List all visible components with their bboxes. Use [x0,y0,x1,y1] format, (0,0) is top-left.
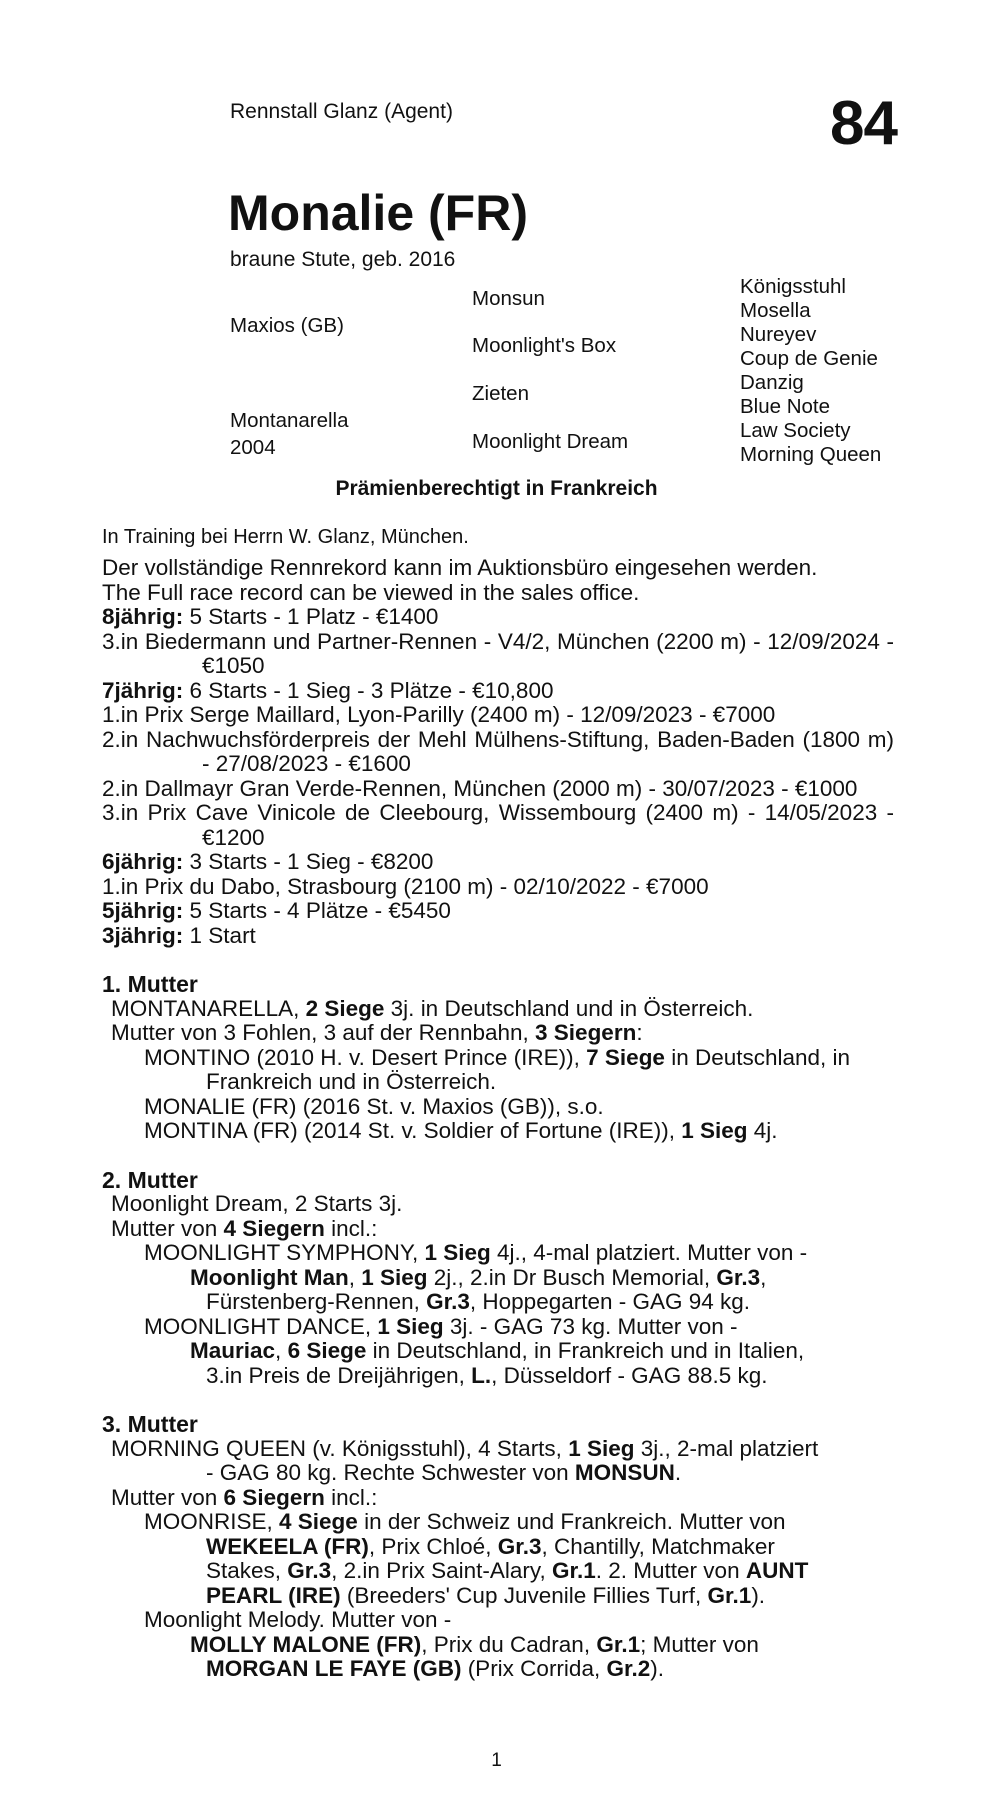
record-note-de: Der vollständige Rennrekord kann im Auktionsbüro eingesehen werden. [102,555,818,580]
race-result: 3.in Biedermann und Partner-Rennen - V4/2, München (2200 m) - 12/09/2024 - €1050 [102,628,894,678]
text-bold: Gr.1 [707,1582,752,1608]
pedigree-sire-dam: Moonlight's Box [472,334,617,357]
dam3-progeny: Moonlight Melody. Mutter von - [144,1607,452,1632]
pedigree-dam: Montanarella [230,409,349,432]
dam2-line: Moonlight Dream, 2 Starts 3j. [111,1191,403,1216]
text: , Prix du Cadran, [421,1631,597,1657]
season-label: 8jährig: [102,604,184,629]
dam1-progeny [102,1046,894,1095]
text: in Deutschland, in Frankreich und in Österreich. [206,1044,851,1094]
season-label: 7jährig: [102,677,184,703]
text: , Prix Chloé, [368,1533,498,1559]
pedigree-gen3-4: Coup de Genie [740,347,878,370]
text-bold: 7 Siege [586,1044,665,1070]
text: . 2. Mutter von [595,1558,746,1583]
text: , Chantilly, Matchmaker [541,1533,775,1559]
pedigree-gen3-5: Danzig [740,371,804,394]
dam1-heading: 1. Mutter [102,971,198,997]
text: - GAG 80 kg. Rechte Schwester von [206,1460,575,1485]
season-5yo [102,899,894,924]
text: MOONLIGHT SYMPHONY, [144,1240,425,1265]
text: , Hoppegarten - GAG 94 kg. [469,1289,751,1314]
text-bold: 2 Siege [305,995,385,1021]
dam3-progeny [102,1559,894,1584]
dam3-progeny [102,1584,894,1609]
text: ; Mutter von [640,1631,759,1657]
season-label: 5jährig: [102,898,184,923]
pedigree-dam-year: 2004 [230,436,276,459]
dam1-progeny [102,1119,894,1144]
text: , [348,1264,362,1290]
season-3yo [102,924,894,949]
text: 3j. - GAG 73 kg. Mutter von - [443,1313,738,1339]
text: Mutter von [111,1484,224,1510]
text-bold: Gr.3 [716,1264,761,1290]
text: 4j. [747,1118,778,1143]
pedigree-sire-sire: Monsun [472,287,545,310]
dam1-line [102,1021,894,1046]
text: 2j., 2.in Dr Busch Memorial, [427,1264,717,1290]
dam3-progeny [102,1657,894,1682]
text-bold: PEARL (IRE) [206,1582,341,1608]
text-bold: L. [471,1362,492,1388]
training-note: In Training bei Herrn W. Glanz, München. [102,526,469,548]
horse-name: Monalie (FR) [228,185,528,241]
season-summary: 3 Starts - 1 Sieg - €8200 [183,849,434,874]
text: Mutter von 3 Fohlen, 3 auf der Rennbahn, [111,1020,536,1045]
text-bold: 6 Siegern [223,1484,325,1510]
text: , [275,1338,288,1363]
text: Stakes, [206,1558,288,1583]
race-result: 1.in Prix Serge Maillard, Lyon-Parilly (2400 m) - 12/09/2023 - €7000 [102,702,776,727]
text: in der Schweiz und Frankreich. Mutter von [357,1509,786,1534]
pedigree-gen3-8: Morning Queen [740,443,882,466]
text: in Deutschland, in Frankreich und in Italien, [366,1338,805,1363]
text: MORNING QUEEN (v. Königsstuhl), 4 Starts, [111,1435,569,1461]
text-bold: Gr.3 [287,1558,332,1583]
pedigree-dam-sire: Zieten [472,382,529,405]
text-bold: MORGAN LE FAYE (GB) [206,1656,462,1681]
text: , Düsseldorf - GAG 88.5 kg. [491,1362,768,1388]
text: 3j. in Deutschland und in Österreich. [384,995,754,1021]
text: Mutter von [111,1215,224,1241]
text: . [674,1460,682,1485]
text: MOONLIGHT DANCE, [144,1313,378,1339]
pedigree-sire: Maxios (GB) [230,314,344,337]
text: 4j., 4-mal platziert. Mutter von - [490,1240,808,1265]
dam2-progeny [102,1339,894,1364]
page-number: 1 [491,1750,502,1771]
season-summary: 1 Start [183,922,256,948]
season-6yo [102,850,894,875]
text-bold: MOLLY MALONE (FR) [190,1631,422,1657]
dam2-progeny [102,1364,894,1389]
text: MOONRISE, [144,1509,280,1534]
text-bold: Mauriac [190,1338,276,1363]
text: ). [751,1582,766,1608]
season-summary: 5 Starts - 4 Plätze - €5450 [183,898,451,923]
consignor-name: Rennstall Glanz (Agent) [230,100,453,123]
text-bold: 1 Sieg [681,1118,748,1143]
dam1-line [102,997,894,1022]
dam1-progeny: MONALIE (FR) (2016 St. v. Maxios (GB)), s.o. [144,1093,604,1119]
season-label: 3jährig: [102,922,184,948]
text: 3.in Preis de Dreijährigen, [206,1362,472,1388]
pedigree-dam-dam: Moonlight Dream [472,430,629,453]
dam3-line [102,1486,894,1511]
lot-number: 84 [830,89,897,158]
text: ). [650,1656,664,1681]
text-bold: Gr.3 [426,1289,470,1314]
pedigree-gen3-3: Nureyev [740,323,817,346]
race-record [102,556,894,1682]
text-bold: 6 Siege [287,1338,367,1363]
eligibility-note: Prämienberechtigt in Frankreich [335,477,658,500]
text-bold: AUNT [745,1558,809,1583]
text-bold: 3 Siegern [535,1020,637,1045]
text-bold: Gr.1 [551,1558,596,1583]
text-bold: Moonlight Man [190,1264,349,1290]
pedigree-gen3-7: Law Society [740,419,851,442]
text: (Breeders' Cup Juvenile Fillies Turf, [340,1582,708,1608]
dam3-progeny [102,1510,894,1535]
dam3-progeny [102,1633,894,1658]
text: incl.: [324,1215,378,1241]
season-label: 6jährig: [102,849,184,874]
text-bold: 1 Sieg [377,1313,444,1339]
dam2-progeny [102,1290,894,1315]
text-bold: Gr.1 [596,1631,641,1657]
race-result: 1.in Prix du Dabo, Strasbourg (2100 m) - 02/10/2022 - €7000 [102,873,709,899]
text-bold: 1 Sieg [568,1435,635,1461]
text-bold: 1 Sieg [361,1264,428,1290]
dam3-line [102,1437,894,1462]
dam3-line [102,1461,894,1486]
text: 3j., 2-mal platziert [634,1435,819,1461]
text: MONTINA (FR) (2014 St. v. Soldier of Fortune (IRE)), [144,1118,682,1143]
season-7yo [102,679,894,704]
dam2-heading: 2. Mutter [102,1166,198,1193]
record-note-en: The Full race record can be viewed in the sales office. [102,579,640,605]
dam2-progeny [102,1241,894,1266]
text: Fürstenberg-Rennen, [206,1289,427,1314]
season-summary: 5 Starts - 1 Platz - €1400 [183,604,439,629]
text-bold: Gr.3 [497,1533,542,1559]
text-bold: 4 Siegern [223,1215,325,1241]
dam2-progeny [102,1315,894,1340]
text: MONTANARELLA, [111,995,306,1021]
text: : [636,1020,643,1045]
dam3-progeny [102,1535,894,1560]
race-result: 3.in Prix Cave Vinicole de Cleebourg, Wissembourg (2400 m) - 14/05/2023 - €1200 [102,800,894,850]
pedigree-gen3-2: Mosella [740,299,811,322]
text: MONTINO (2010 H. v. Desert Prince (IRE)), [144,1044,587,1070]
season-8yo [102,605,894,630]
dam2-progeny [102,1266,894,1291]
pedigree-gen3-1: Königsstuhl [740,275,846,298]
text-bold: 1 Sieg [424,1240,491,1265]
season-summary: 6 Starts - 1 Sieg - 3 Plätze - €10,800 [183,677,554,703]
race-result: 2.in Dallmayr Gran Verde-Rennen, München (2000 m) - 30/07/2023 - €1000 [102,775,858,801]
text-bold: 4 Siege [279,1509,358,1534]
dam2-line [102,1217,894,1242]
text-bold: WEKEELA (FR) [206,1533,369,1559]
text: (Prix Corrida, [461,1656,607,1681]
text: , 2.in Prix Saint-Alary, [331,1558,552,1583]
pedigree-gen3-6: Blue Note [740,395,831,418]
text: incl.: [324,1484,378,1510]
race-result: 2.in Nachwuchsförderpreis der Mehl Mülhens-Stiftung, Baden-Baden (1800 m) - 27/08/2023 - €1600 [102,726,894,776]
text-bold: MONSUN [574,1460,675,1485]
horse-description: braune Stute, geb. 2016 [230,248,456,271]
text-bold: Gr.2 [606,1656,651,1681]
dam3-heading: 3. Mutter [102,1411,198,1437]
text: , [760,1264,767,1290]
